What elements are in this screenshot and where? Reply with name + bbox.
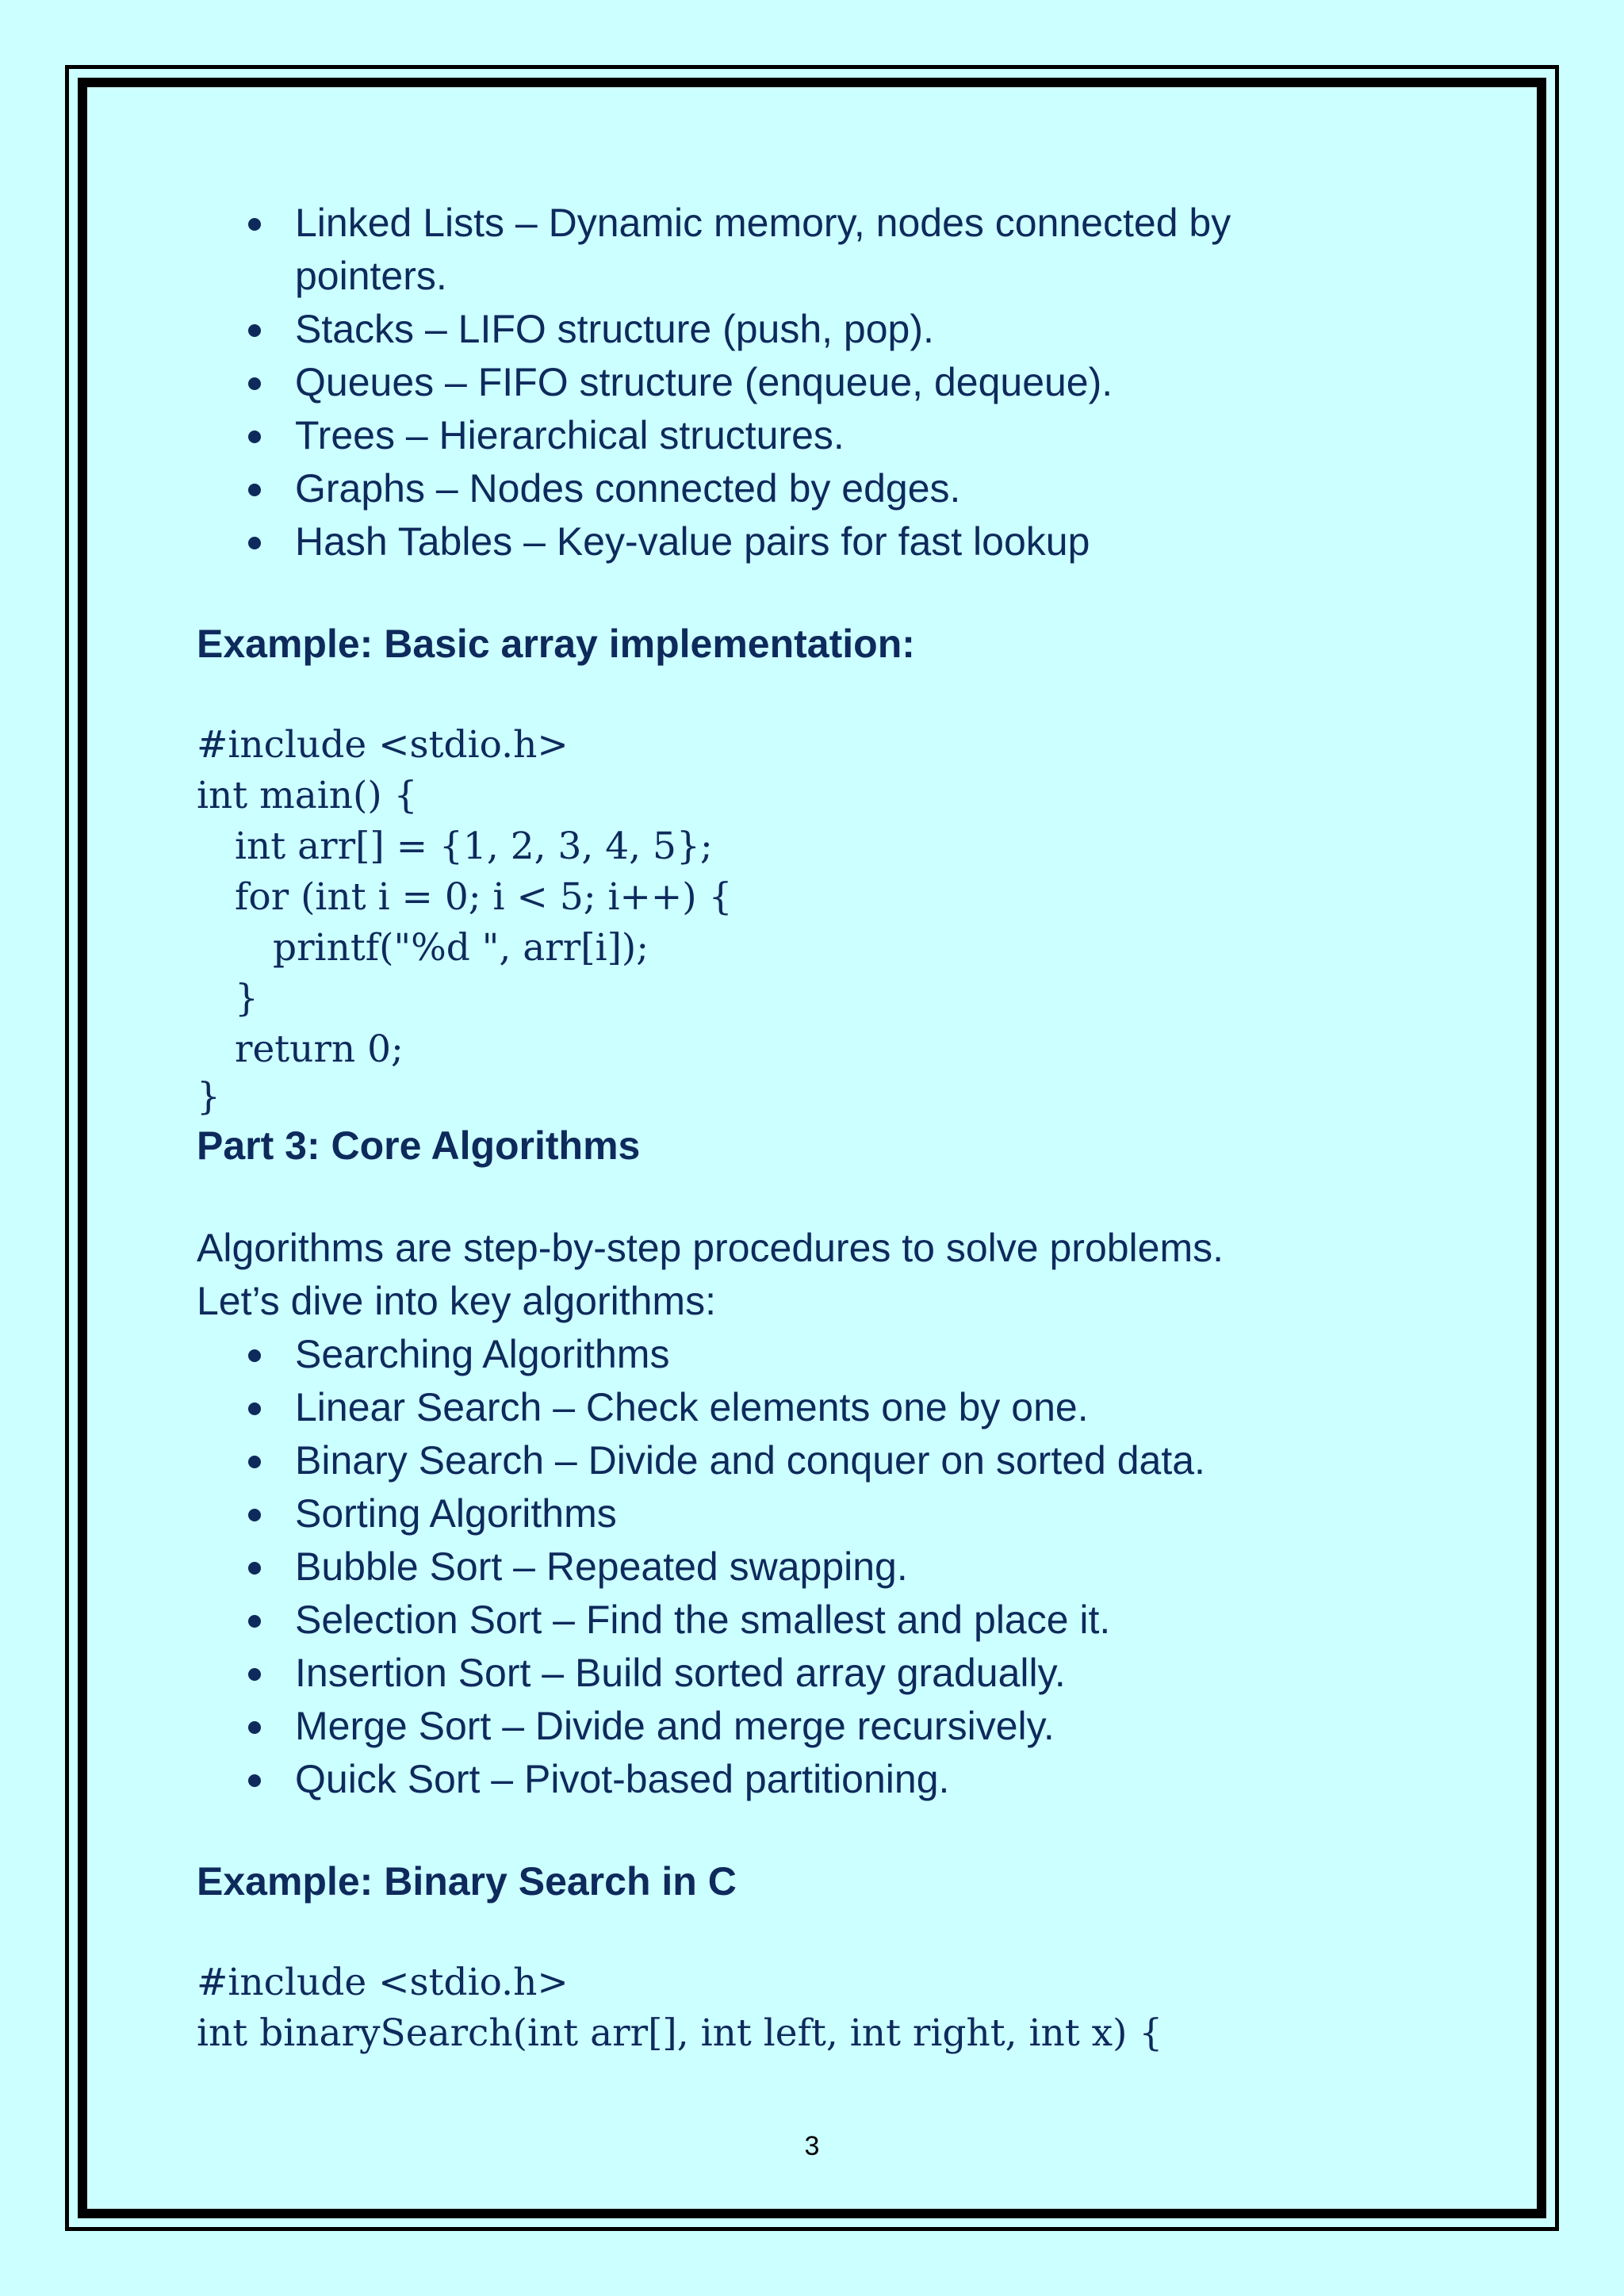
- code-line: return 0;: [235, 1027, 404, 1071]
- list-item: [197, 1328, 1434, 1381]
- bullet-icon: [248, 324, 261, 337]
- list-item-text: Merge Sort – Divide and merge recursively.: [295, 1704, 1055, 1748]
- code-line: #include <stdio.h>: [197, 723, 569, 767]
- list-item-text: Hash Tables – Key-value pairs for fast lookup: [295, 519, 1090, 564]
- bullet-icon: [248, 1615, 261, 1628]
- bullet-icon: [248, 218, 261, 231]
- code-line: int main() {: [197, 774, 418, 817]
- list-item: [197, 303, 1434, 356]
- list-item-text: Linear Search – Check elements one by one.: [295, 1385, 1089, 1429]
- list-item: [197, 1540, 1434, 1594]
- list-item-text: Binary Search – Divide and conquer on sorted data.: [295, 1438, 1205, 1483]
- intro-line: Algorithms are step-by-step procedures to solve problems.: [197, 1226, 1224, 1270]
- list-item: [197, 1487, 1434, 1540]
- code-line: #include <stdio.h>: [197, 1961, 569, 2004]
- list-item-text: Insertion Sort – Build sorted array gradually.: [295, 1651, 1066, 1695]
- list-item: [197, 515, 1434, 568]
- list-item-text-continued: pointers.: [295, 254, 447, 298]
- list-item: [197, 1700, 1434, 1753]
- list-item: [197, 1594, 1434, 1647]
- bullet-icon: [248, 1509, 261, 1521]
- list-item: [197, 1381, 1434, 1434]
- list-item-text: Stacks – LIFO structure (push, pop).: [295, 307, 934, 351]
- bullet-icon: [248, 1562, 261, 1575]
- list-item: [197, 1434, 1434, 1487]
- bullet-icon: [248, 377, 261, 390]
- bullet-icon: [248, 1349, 261, 1362]
- bullet-icon: [248, 484, 261, 496]
- list-item-text: Graphs – Nodes connected by edges.: [295, 466, 961, 511]
- bullet-icon: [248, 1456, 261, 1468]
- code-line: for (int i = 0; i < 5; i++) {: [235, 875, 733, 919]
- list-item: [197, 409, 1434, 462]
- list-item: [197, 462, 1434, 515]
- list-item-text: Bubble Sort – Repeated swapping.: [295, 1544, 908, 1589]
- section-heading: Part 3: Core Algorithms: [197, 1123, 641, 1168]
- code-block-array: [197, 720, 1434, 1119]
- code-line: int arr[] = {1, 2, 3, 4, 5};: [235, 825, 713, 868]
- algorithms-list: [197, 1328, 1434, 1806]
- list-item-text: Quick Sort – Pivot-based partitioning.: [295, 1757, 950, 1801]
- bullet-icon: [248, 1774, 261, 1787]
- list-item: [197, 1753, 1434, 1806]
- example-heading: Example: Binary Search in C: [197, 1859, 737, 1904]
- code-line: }: [235, 977, 259, 1020]
- code-line: int binarySearch(int arr[], int left, int right, int x) {: [197, 2011, 1163, 2055]
- list-item: [197, 1647, 1434, 1700]
- bullet-icon: [248, 537, 261, 549]
- page-number: 3: [804, 2131, 820, 2161]
- code-block-binary-search: [197, 1957, 1434, 2059]
- list-item: [197, 356, 1434, 409]
- example-heading: Example: Basic array implementation:: [197, 622, 915, 666]
- bullet-icon: [248, 1721, 261, 1734]
- bullet-icon: [248, 430, 261, 443]
- list-item-text: Selection Sort – Find the smallest and place it.: [295, 1598, 1111, 1642]
- page-content: [197, 197, 1434, 2059]
- list-item: [197, 197, 1434, 303]
- list-item-text: Searching Algorithms: [295, 1332, 670, 1376]
- data-structures-list: [197, 197, 1434, 568]
- intro-paragraph: [197, 1222, 1434, 1328]
- bullet-icon: [248, 1402, 261, 1415]
- list-item-text: Queues – FIFO structure (enqueue, dequeue).: [295, 360, 1113, 404]
- list-item-text: Sorting Algorithms: [295, 1491, 617, 1536]
- intro-line: Let’s dive into key algorithms:: [197, 1279, 716, 1323]
- list-item-text: Trees – Hierarchical structures.: [295, 413, 845, 457]
- list-item-text: Linked Lists – Dynamic memory, nodes connected by: [295, 201, 1231, 245]
- bullet-icon: [248, 1668, 261, 1681]
- code-line: }: [197, 1075, 220, 1119]
- code-line: printf("%d ", arr[i]);: [273, 926, 649, 970]
